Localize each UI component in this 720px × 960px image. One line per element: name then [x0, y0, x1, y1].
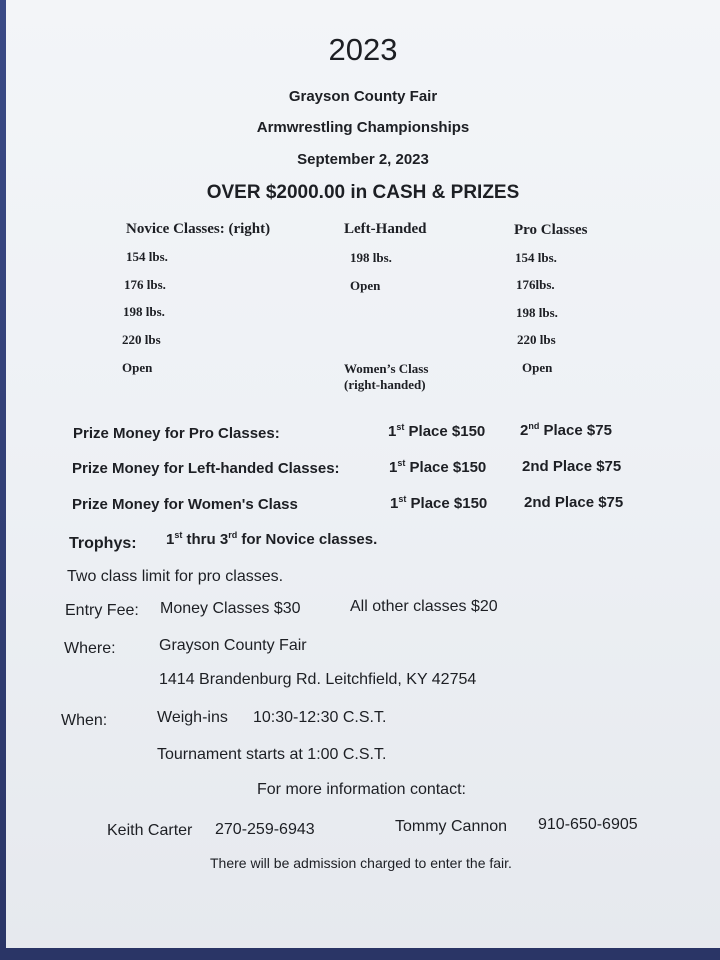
prize-first-pro: 1st Place $150 [388, 422, 486, 440]
where-venue: Grayson County Fair [159, 637, 307, 654]
cash-prizes-headline: OVER $2000.00 in CASH & PRIZES [206, 182, 520, 203]
pro-class-item: 176lbs. [516, 277, 555, 292]
entry-fee-other: All other classes $20 [350, 598, 498, 615]
novice-classes-heading: Novice Classes: (right) [126, 221, 271, 237]
contact-phone: 270-259-6943 [215, 821, 315, 838]
novice-class-item: 154 lbs. [126, 249, 168, 264]
prize-first-left-handed: 1st Place $150 [389, 458, 487, 476]
prize-label-womens: Prize Money for Women's Class [72, 496, 298, 513]
pro-classes-heading: Pro Classes [514, 222, 588, 238]
novice-class-item: 198 lbs. [123, 304, 165, 319]
flyer-page [6, 0, 720, 948]
pro-class-item: 154 lbs. [515, 250, 557, 265]
contact-name: Keith Carter [107, 822, 193, 839]
prize-second-left-handed: 2nd Place $75 [522, 458, 622, 475]
flyer-year: 2023 [328, 32, 398, 67]
trophys-label: Trophys: [69, 535, 137, 552]
novice-class-item: Open [122, 360, 153, 375]
entry-fee-label: Entry Fee: [65, 602, 139, 619]
prize-second-pro: 2nd Place $75 [520, 421, 612, 439]
event-name: Grayson County Fair [288, 88, 438, 105]
trophys-text: 1st thru 3rd for Novice classes. [166, 530, 378, 548]
contact-heading: For more information contact: [257, 781, 466, 798]
class-limit-note: Two class limit for pro classes. [67, 568, 284, 585]
novice-class-item: 220 lbs [122, 332, 161, 347]
contact-phone: 910-650-6905 [538, 816, 638, 833]
womens-class-subtitle: (right-handed) [344, 377, 426, 392]
entry-fee-money: Money Classes $30 [160, 600, 301, 617]
left-handed-class-item: 198 lbs. [350, 250, 392, 265]
tournament-start: Tournament starts at 1:00 C.S.T. [157, 746, 387, 763]
admission-note: There will be admission charged to enter the fair. [210, 855, 512, 871]
left-handed-heading: Left-Handed [344, 221, 427, 237]
when-label: When: [61, 712, 108, 729]
event-date: September 2, 2023 [297, 151, 429, 168]
pro-class-item: 220 lbs [517, 332, 556, 347]
prize-first-womens: 1st Place $150 [390, 494, 488, 512]
left-handed-class-item: Open [350, 278, 381, 293]
womens-class-title: Women’s Class [344, 361, 429, 376]
pro-class-item: 198 lbs. [516, 305, 558, 320]
contact-name: Tommy Cannon [395, 818, 508, 835]
event-title: Armwrestling Championships [256, 119, 470, 136]
womens-class [344, 361, 428, 393]
where-label: Where: [64, 640, 116, 657]
prize-second-womens: 2nd Place $75 [524, 494, 624, 511]
prize-label-pro: Prize Money for Pro Classes: [73, 425, 280, 442]
where-address: 1414 Brandenburg Rd. Leitchfield, KY 42754 [159, 671, 477, 688]
pro-class-item: Open [522, 360, 553, 375]
weigh-ins-time: 10:30-12:30 C.S.T. [253, 709, 387, 726]
weigh-ins-label: Weigh-ins [157, 709, 228, 726]
prize-label-left-handed: Prize Money for Left-handed Classes: [72, 460, 340, 477]
novice-class-item: 176 lbs. [124, 277, 166, 292]
